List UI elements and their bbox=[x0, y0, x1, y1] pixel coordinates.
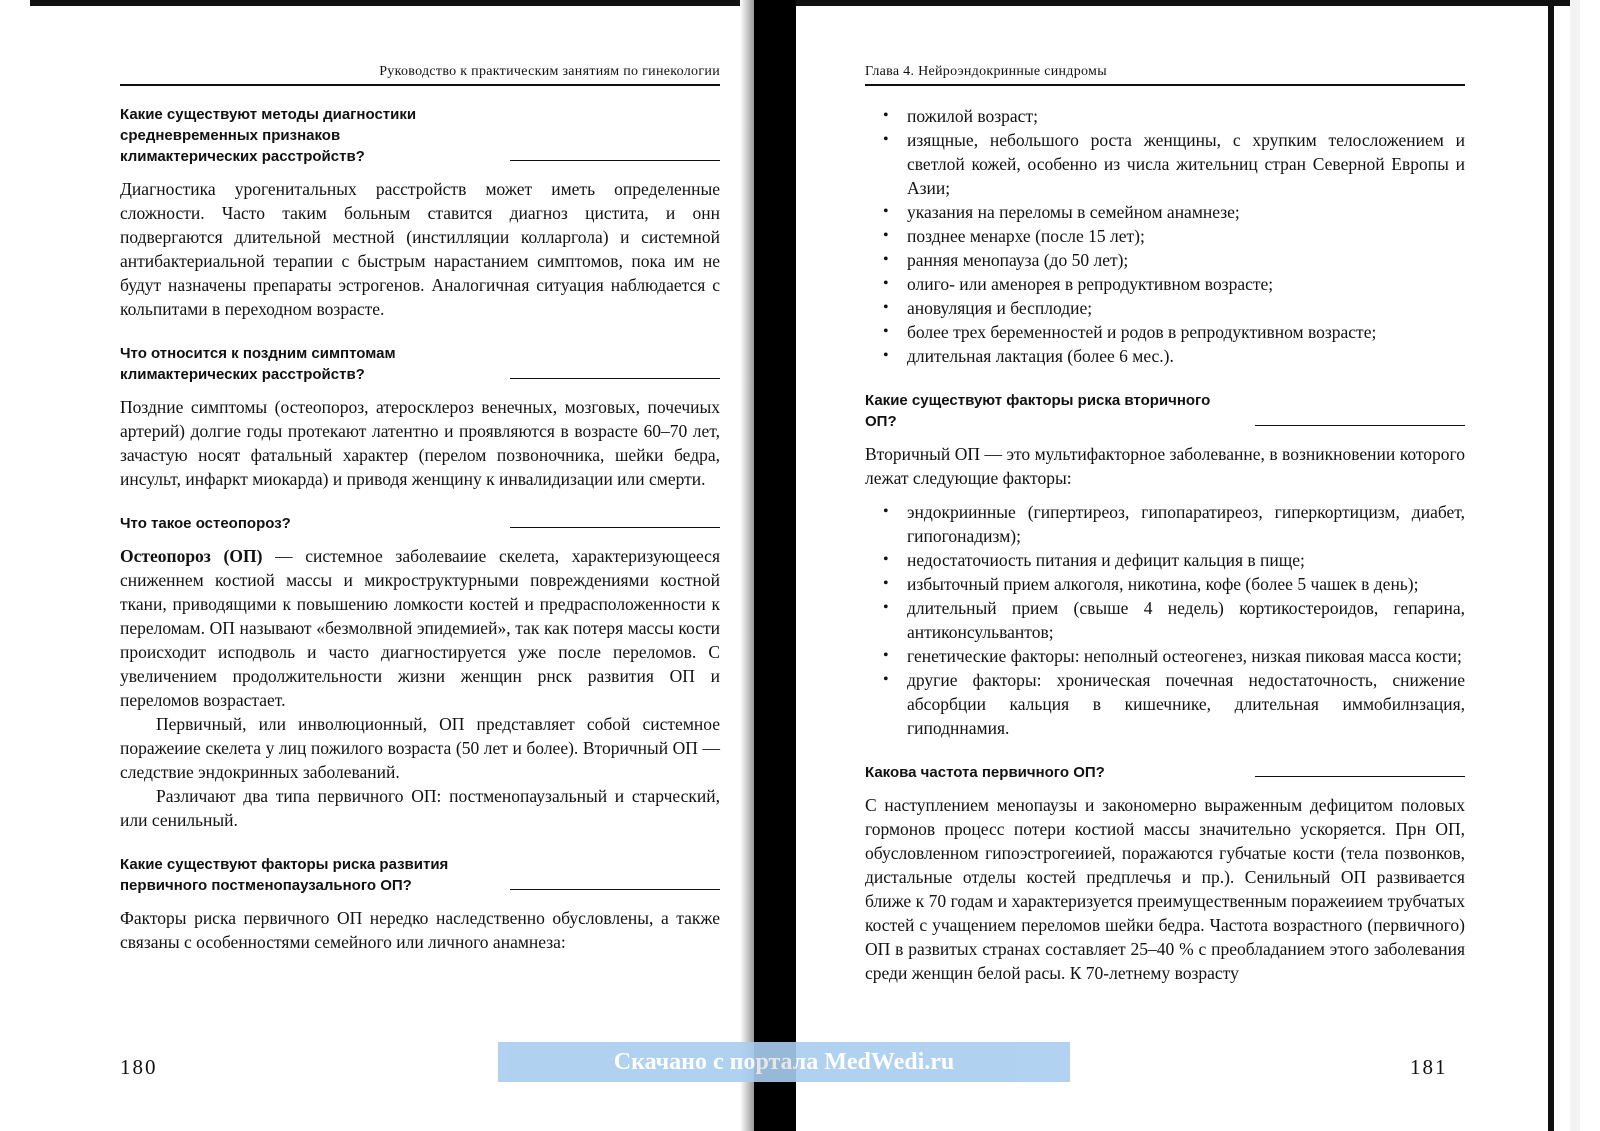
question-heading: Какие существуют факторы риска вторичного ОП? bbox=[865, 392, 1211, 430]
section-heading bbox=[120, 513, 720, 534]
heading-rule bbox=[510, 160, 720, 161]
question-heading: Какова частота первичного ОП? bbox=[865, 764, 1105, 781]
section-heading bbox=[120, 343, 720, 385]
defined-term: Остеопороз (ОП) bbox=[120, 546, 263, 566]
list-item: • ранняя менопауза (до 50 лет); bbox=[907, 248, 1465, 272]
watermark-banner[interactable]: Скачано с портала MedWedi.ru bbox=[498, 1042, 1070, 1082]
list-item: • избыточный прием алкоголя, никотина, кофе (более 5 чашек в день); bbox=[907, 572, 1465, 596]
spine-shadow bbox=[740, 0, 754, 1131]
section-heading bbox=[120, 104, 720, 167]
heading-rule bbox=[1255, 425, 1465, 426]
scan-edge-margin bbox=[1570, 0, 1580, 1131]
scan-edge-top bbox=[30, 0, 1570, 6]
list-item: • ановуляция и бесплодие; bbox=[907, 296, 1465, 320]
list-item: • эндокриинные (гипертиреоз, гипопаратиреоз, гиперкортицизм, диабет, гипогонадизм); bbox=[907, 500, 1465, 548]
paragraph: Факторы риска первичного ОП нередко наследственно обусловлены, а также связаны с особенностями семейного или личного анамнеза: bbox=[120, 908, 720, 952]
question-heading: Что такое остеопороз? bbox=[120, 515, 291, 532]
list-item: • позднее менархе (после 15 лет); bbox=[907, 224, 1465, 248]
list-item: • более трех беременностей и родов в репродуктивном возрасте; bbox=[907, 320, 1465, 344]
section-heading bbox=[865, 390, 1465, 432]
scan-edge-right bbox=[1548, 0, 1554, 1131]
list-item: • изящные, небольшого роста женщины, с хрупким телосложением и светлой кожей, особенно из числа жительниц стран Северной Европы и Азии; bbox=[907, 128, 1465, 200]
list-item: • другие факторы: хроническая почечная недостаточность, снижение абсорбции кальция в кишечнике, длительная иммобилнзация, гиподннамия. bbox=[907, 668, 1465, 740]
paragraph: Первичный, или инволюционный, ОП представляет собой системное поражеиие скелета у лиц пожилого возраста (50 лет и более). Вторичный ОП — следствие эндокринных заболеваний. bbox=[120, 714, 720, 782]
definition-text: — системное заболеваиие скелета, характеризующееся сниженнем костиой массы и микроструктурными повреждениями костной ткани, приводящими к повышению ломкости костей и предрасположенности к переломам. ОП называют «безмолвной эпидемией», так как потеря массы кости происходит исподволь и часто диагностируется уже после переломов. С увеличением продолжительности жизни женщин рнск развития ОП и переломов возрастает. bbox=[120, 546, 720, 710]
list-item: • длительный прием (свыше 4 недель) кортикостероидов, гепарина, антиконсульвантов; bbox=[907, 596, 1465, 644]
list-item: • недостаточиость питания и дефицит кальция в пище; bbox=[907, 548, 1465, 572]
paragraph bbox=[120, 544, 720, 712]
paragraph: Вторичный ОП — это мультифакторное заболеванне, в возникновении которого лежат следующие факторы: bbox=[865, 444, 1465, 488]
page-number-left: 180 bbox=[120, 1055, 158, 1079]
paragraph: Различают два типа первичного ОП: постменопаузальный и старческий, или сенильный. bbox=[120, 786, 720, 830]
list-item: • длительная лактация (более 6 мес.). bbox=[907, 344, 1465, 368]
right-page bbox=[865, 64, 1465, 985]
heading-rule bbox=[510, 527, 720, 528]
heading-rule bbox=[510, 378, 720, 379]
list-item: • генетические факторы: неполный остеогенез, низкая пиковая масса кости; bbox=[907, 644, 1465, 668]
question-heading: Что относится к поздним симптомам климактерических расстройств? bbox=[120, 345, 396, 383]
section-heading bbox=[865, 762, 1465, 783]
secondary-factor-list bbox=[865, 500, 1465, 740]
heading-rule bbox=[1255, 776, 1465, 777]
page-number-right: 181 bbox=[1410, 1055, 1448, 1079]
list-item: • указания на переломы в семейном анамнезе; bbox=[907, 200, 1465, 224]
list-item: • олиго- или аменорея в репродуктивном возрасте; bbox=[907, 272, 1465, 296]
question-heading: Какие существуют методы диагностики средневременных признаков климактерических расстройств? bbox=[120, 106, 417, 165]
left-page bbox=[120, 64, 720, 954]
paragraph: Диагностика урогенитальных расстройств может иметь определенные сложности. Часто таким больным ставится диагноз цистита, и онн подвергаются длительной местной (инстилляции колларгола) и системной антибактериальной терапии с быстрым нарастанием симптомов, пока им не будут назначены препараты эстрогенов. Аналогичная ситуация наблюдается с кольпитами в переходном возрасте. bbox=[120, 179, 720, 319]
running-head-left: Руководство к практическим занятиям по гинекологии bbox=[120, 64, 720, 86]
heading-rule bbox=[510, 889, 720, 890]
paragraph: Поздние симптомы (остеопороз, атеросклероз венечных, мозговых, почечиых артерий) долгие годы протекают латентно и проявляются в возрасте 60–70 лет, зачастую носят фатальный характер (перелом позвоночника, шейки бедра, инсульт, инфаркт миокарда) и приводя женщину к инвалидизации или смерти. bbox=[120, 397, 720, 489]
paragraph: С наступлением менопаузы и закономерно выраженным дефицитом половых гормонов процесс потери костиой массы значительно ускоряется. Прн ОП, обусловленном гипоэстрогеиией, поражаются губчатые кости (тела позвонков, дистальные отделы костей предплечья и пр.). Сенильный ОП развивается ближе к 70 годам и характеризуется преимущественным поражеиием трубчатых костей с учащением переломов шейки бедра. Частота возрастного (первичного) ОП в развитых странах составляет 25–40 % с преобладанием этого заболевания среди женщин белой расы. К 70-летнему возрасту bbox=[865, 795, 1465, 983]
section-heading bbox=[120, 854, 720, 896]
risk-factor-list bbox=[865, 104, 1465, 368]
book-spine bbox=[754, 0, 796, 1131]
list-item: • пожилой возраст; bbox=[907, 104, 1465, 128]
running-head-right: Глава 4. Нейроэндокринные синдромы bbox=[865, 64, 1465, 86]
question-heading: Какие существуют факторы риска развития первичного постменопаузального ОП? bbox=[120, 856, 449, 894]
